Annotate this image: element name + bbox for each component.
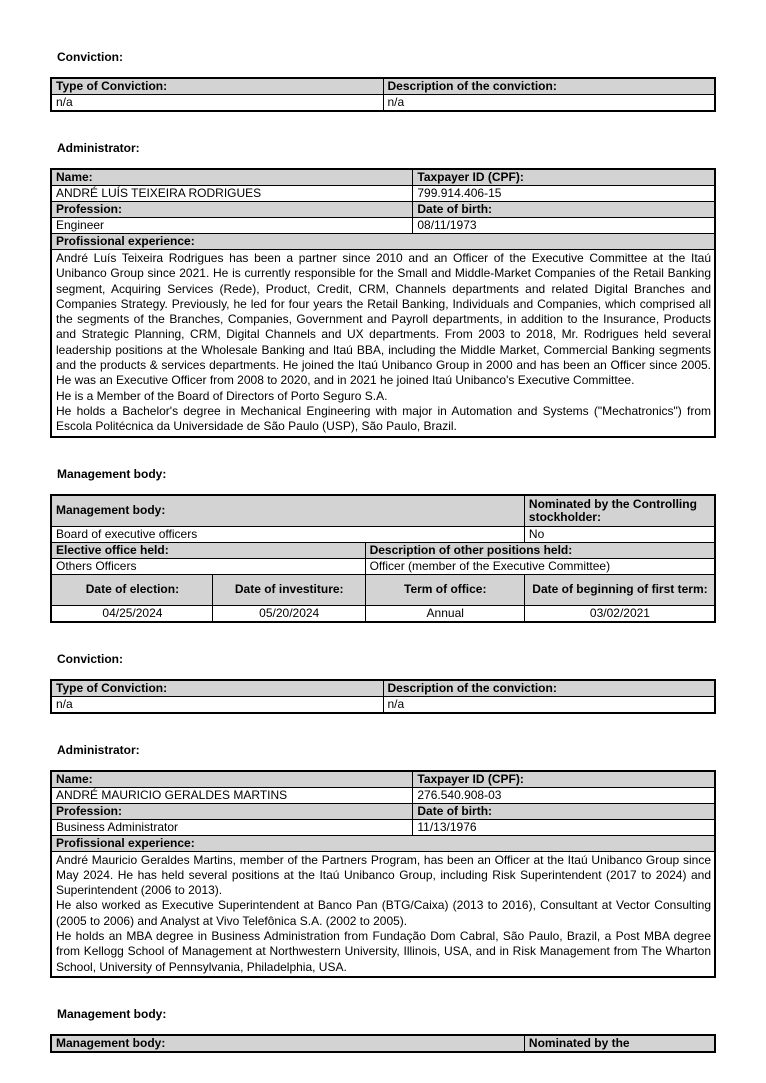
experience-paragraph: André Luís Teixeira Rodrigues has been a partner since 2010 and an Officer of the Executive Committee at the Itaú Unibanco Group since 2021. He is currently responsible for the Small and Middle-Market Companies of the Retail Banking segment, Acquiring Services (Rede), Product, Credit, CRM, Channels departments and related Digital Branches and Companies Strategy. Previously, he led for four years the Retail Banking, Individuals and Companies, which comprised all the segments of the Branches, Companies, Government and Payroll departments, in addition to the Insurance, Products and Strategic Planning, CRM, Digital Channels and UX departments. From 2003 to 2018, Mr. Rodrigues held several leadership positions at the Wholesale Banking and Itaú BBA, including the Middle Market, Commercial Banking segments and the products & services departments. He joined the Itaú Unibanco Group in 2000 and has been an Officer since 2005. He was an Executive Officer from 2008 to 2020, and in 2021 he joined Itaú Unibanco's Executive Committee. bbox=[56, 251, 711, 388]
table-row bbox=[51, 218, 715, 234]
date-of-birth-value: 08/11/1973 bbox=[413, 218, 715, 234]
table-row bbox=[51, 851, 715, 977]
description-of-other-positions-value: Officer (member of the Executive Committee) bbox=[365, 558, 715, 574]
experience-paragraph: He holds a Bachelor's degree in Mechanical Engineering with major in Automation and Systems ("Mechatronics") from Escola Politécnica da Universidade de São Paulo (USP), São Paulo, Brazil. bbox=[56, 403, 711, 434]
management-body-section-heading: Management body: bbox=[57, 1006, 167, 1021]
table-row bbox=[51, 526, 715, 542]
management-body-table bbox=[50, 494, 716, 623]
profession-label: Profession: bbox=[51, 803, 413, 819]
management-body-value: Board of executive officers bbox=[51, 526, 524, 542]
administrator-table bbox=[50, 168, 716, 438]
date-of-election-label: Date of election: bbox=[51, 574, 212, 605]
professional-experience-text bbox=[51, 250, 715, 437]
type-of-conviction-label: Type of Conviction: bbox=[51, 78, 383, 95]
conviction-table bbox=[50, 679, 716, 714]
date-of-birth-label: Date of birth: bbox=[413, 803, 715, 819]
name-value: ANDRÉ LUÍS TEIXEIRA RODRIGUES bbox=[51, 186, 413, 202]
management-body-label: Management body: bbox=[51, 1035, 524, 1052]
name-label: Name: bbox=[51, 169, 413, 186]
table-row bbox=[51, 803, 715, 819]
taxpayer-id-value: 799.914.406-15 bbox=[413, 186, 715, 202]
type-of-conviction-value: n/a bbox=[51, 696, 383, 713]
table-row bbox=[51, 680, 715, 697]
table-row bbox=[51, 542, 715, 558]
profession-value: Engineer bbox=[51, 218, 413, 234]
term-of-office-label: Term of office: bbox=[365, 574, 524, 605]
conviction-section-heading: Conviction: bbox=[57, 50, 123, 64]
professional-experience-label: Profissional experience: bbox=[51, 234, 715, 250]
table-row bbox=[51, 78, 715, 95]
experience-paragraph: He holds an MBA degree in Business Administration from Fundação Dom Cabral, São Paulo, Brazil, a Post MBA degree from Kellogg School of Management at Northwestern University, Illinois, USA, and in Risk Management from The Wharton School, University of Pennsylvania, Philadelphia, USA. bbox=[56, 929, 711, 974]
description-of-conviction-value: n/a bbox=[383, 696, 715, 713]
elective-office-held-value: Others Officers bbox=[51, 558, 365, 574]
taxpayer-id-label: Taxpayer ID (CPF): bbox=[413, 771, 715, 788]
nominated-by-controlling-stockholder-value: No bbox=[524, 526, 715, 542]
description-of-other-positions-label: Description of other positions held: bbox=[365, 542, 715, 558]
description-of-conviction-value: n/a bbox=[383, 95, 715, 112]
table-row bbox=[51, 558, 715, 574]
table-row bbox=[51, 186, 715, 202]
administrator-section-heading: Administrator: bbox=[57, 742, 140, 757]
professional-experience-label: Profissional experience: bbox=[51, 835, 715, 851]
description-of-conviction-label: Description of the conviction: bbox=[383, 680, 715, 697]
management-body-section-heading: Management body: bbox=[57, 466, 167, 481]
date-of-beginning-first-term-label: Date of beginning of first term: bbox=[524, 574, 715, 605]
administrator-table bbox=[50, 770, 716, 978]
nominated-by-controlling-stockholder-label: Nominated by the Controlling stockholder: bbox=[524, 495, 715, 527]
type-of-conviction-label: Type of Conviction: bbox=[51, 680, 383, 697]
date-of-beginning-first-term-value: 03/02/2021 bbox=[524, 605, 715, 622]
conviction-table bbox=[50, 77, 716, 112]
table-row bbox=[51, 234, 715, 250]
conviction-section-heading: Conviction: bbox=[57, 651, 123, 666]
administrator-section-heading: Administrator: bbox=[57, 141, 140, 155]
name-value: ANDRÉ MAURICIO GERALDES MARTINS bbox=[51, 787, 413, 803]
table-row bbox=[51, 819, 715, 835]
date-of-birth-value: 11/13/1976 bbox=[413, 819, 715, 835]
table-row bbox=[51, 605, 715, 622]
table-row bbox=[51, 495, 715, 527]
date-of-investiture-label: Date of investiture: bbox=[212, 574, 365, 605]
table-row bbox=[51, 771, 715, 788]
table-row bbox=[51, 1035, 715, 1052]
experience-paragraph: André Mauricio Geraldes Martins, member of the Partners Program, has been an Officer at the Itaú Unibanco Group since May 2024. He has held several positions at the Itaú Unibanco Group, including Risk Superintendent (2017 to 2024) and Superintendent (2006 to 2013). bbox=[56, 852, 711, 898]
management-body-label: Management body: bbox=[51, 495, 524, 527]
profession-value: Business Administrator bbox=[51, 819, 413, 835]
taxpayer-id-label: Taxpayer ID (CPF): bbox=[413, 169, 715, 186]
table-row bbox=[51, 696, 715, 713]
name-label: Name: bbox=[51, 771, 413, 788]
professional-experience-text bbox=[51, 851, 715, 977]
experience-paragraph: He is a Member of the Board of Directors of Porto Seguro S.A. bbox=[56, 388, 388, 403]
nominated-by-controlling-stockholder-label: Nominated by the bbox=[524, 1035, 715, 1052]
elective-office-held-label: Elective office held: bbox=[51, 542, 365, 558]
term-of-office-value: Annual bbox=[365, 605, 524, 622]
date-of-investiture-value: 05/20/2024 bbox=[212, 605, 365, 622]
table-row bbox=[51, 202, 715, 218]
date-of-birth-label: Date of birth: bbox=[413, 202, 715, 218]
management-body-table-partial bbox=[50, 1034, 716, 1053]
table-row bbox=[51, 250, 715, 437]
table-row bbox=[51, 787, 715, 803]
taxpayer-id-value: 276.540.908-03 bbox=[413, 787, 715, 803]
profession-label: Profession: bbox=[51, 202, 413, 218]
experience-paragraph: He also worked as Executive Superintendent at Banco Pan (BTG/Caixa) (2013 to 2016), Consultant at Vector Consulting (2005 to 2006) and Analyst at Vivo Telefônica S.A. (2002 to 2005). bbox=[56, 898, 711, 928]
type-of-conviction-value: n/a bbox=[51, 95, 383, 112]
table-row bbox=[51, 574, 715, 605]
date-of-election-value: 04/25/2024 bbox=[51, 605, 212, 622]
table-row bbox=[51, 95, 715, 112]
description-of-conviction-label: Description of the conviction: bbox=[383, 78, 715, 95]
table-row bbox=[51, 169, 715, 186]
table-row bbox=[51, 835, 715, 851]
